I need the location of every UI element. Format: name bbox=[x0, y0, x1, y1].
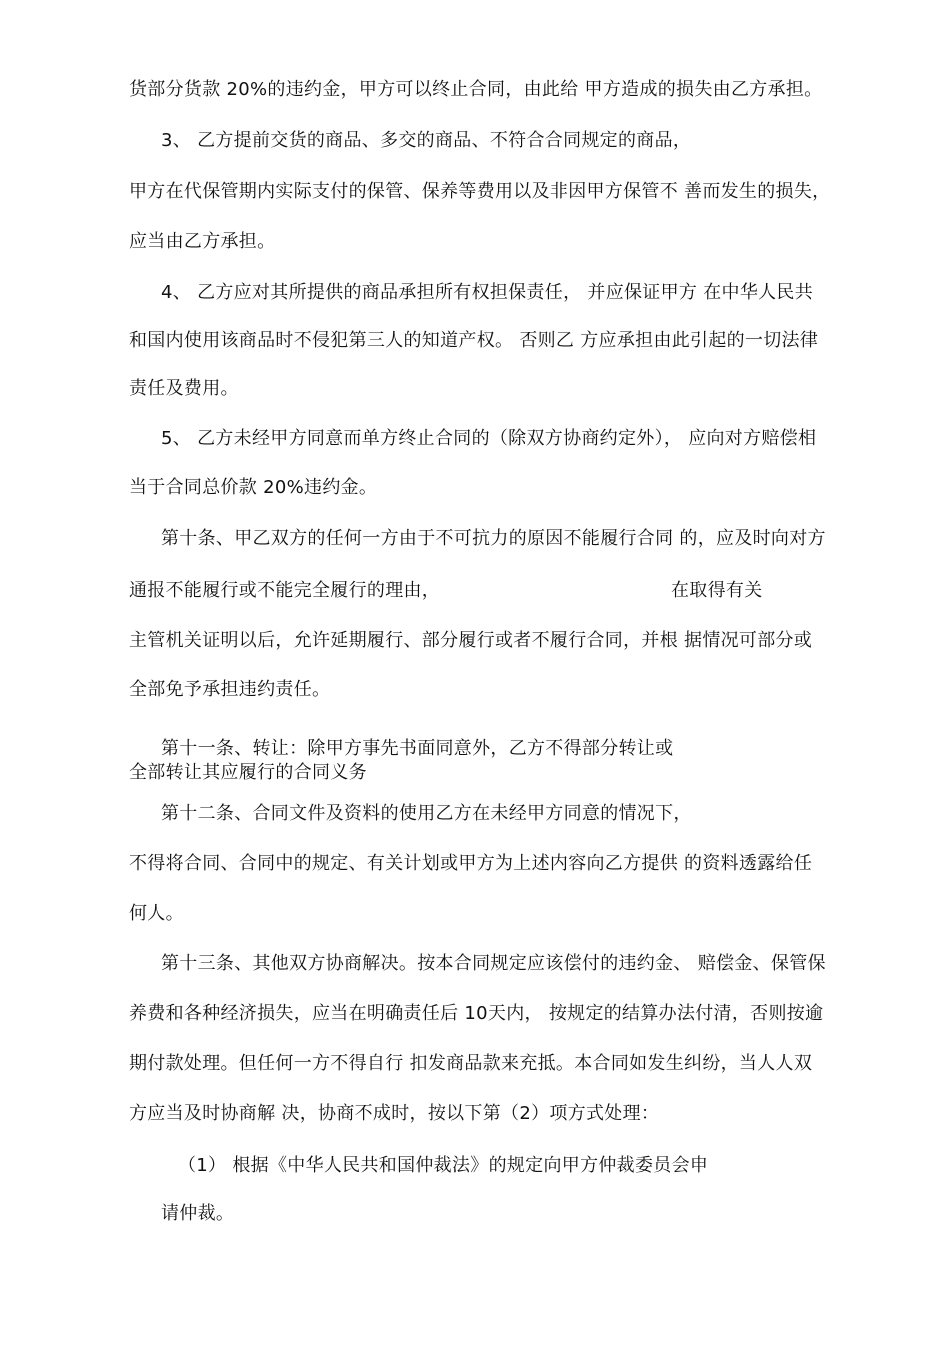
article-10-heading: 第十条、甲乙双方的任何一方由于不可抗力的原因不能履行合同 的，应及时向对方 bbox=[161, 528, 826, 549]
article-12-heading: 第十二条、合同文件及资料的使用乙方在未经甲方同意的情况下， bbox=[161, 803, 692, 824]
paragraph-line: 应当由乙方承担。 bbox=[129, 231, 276, 252]
clause-item-3: 3、 乙方提前交货的商品、多交的商品、不符合合同规定的商品， bbox=[161, 130, 692, 151]
paragraph-line: 不得将合同、合同中的规定、有关计划或甲方为上述内容向乙方提供 的资料透露给任 bbox=[129, 853, 813, 874]
paragraph-line: 方应当及时协商解 决，协商不成时，按以下第（2）项方式处理： bbox=[129, 1103, 660, 1124]
article-11-heading: 第十一条、转让：除甲方事先书面同意外，乙方不得部分转让或 bbox=[161, 738, 674, 759]
clause-item-4: 4、 乙方应对其所提供的商品承担所有权担保责任， 并应保证甲方 在中华人民共 bbox=[161, 282, 814, 303]
paragraph-line: 通报不能履行或不能完全履行的理由， bbox=[129, 580, 441, 601]
paragraph-line: 全部免予承担违约责任。 bbox=[129, 679, 331, 700]
paragraph-line: 在取得有关 bbox=[671, 580, 763, 601]
paragraph-line: 养费和各种经济损失，应当在明确责任后 10天内， 按规定的结算办法付清，否则按逾 bbox=[129, 1003, 824, 1024]
paragraph-line: 期付款处理。但任何一方不得自行 扣发商品款来充抵。本合同如发生纠纷，当人人双 bbox=[129, 1053, 813, 1074]
arbitration-option-1: （1） 根据《中华人民共和国仲裁法》的规定向甲方仲裁委员会申 bbox=[178, 1155, 709, 1176]
paragraph-line: 和国内使用该商品时不侵犯第三人的知道产权。 否则乙 方应承担由此引起的一切法律 bbox=[129, 330, 819, 351]
paragraph-line: 主管机关证明以后，允许延期履行、部分履行或者不履行合同，并根 据情况可部分或 bbox=[129, 630, 813, 651]
paragraph-line: 责任及费用。 bbox=[129, 378, 239, 399]
paragraph-line: 当于合同总价款 20%违约金。 bbox=[129, 477, 378, 498]
paragraph-line: 货部分货款 20%的违约金，甲方可以终止合同，由此给 甲方造成的损失由乙方承担。 bbox=[129, 79, 823, 100]
paragraph-line: 甲方在代保管期内实际支付的保管、保养等费用以及非因甲方保管不 善而发生的损失， bbox=[129, 181, 831, 202]
paragraph-line: 何人。 bbox=[129, 903, 184, 924]
article-13-heading: 第十三条、其他双方协商解决。按本合同规定应该偿付的违约金、 赔偿金、保管保 bbox=[161, 953, 826, 974]
paragraph-line: 请仲裁。 bbox=[161, 1203, 235, 1224]
paragraph-line: 全部转让其应履行的合同义务 bbox=[129, 762, 367, 783]
clause-item-5: 5、 乙方未经甲方同意而单方终止合同的（除双方协商约定外）， 应向对方赔偿相 bbox=[161, 428, 817, 449]
